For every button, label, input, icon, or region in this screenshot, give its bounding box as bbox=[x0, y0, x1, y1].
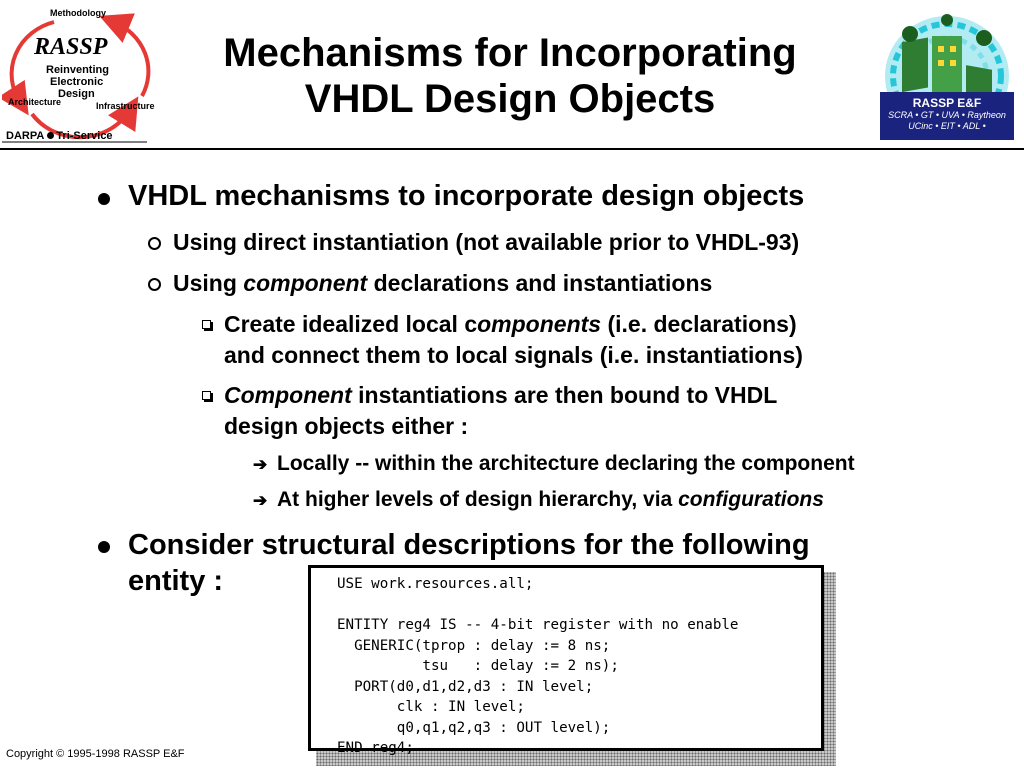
logo-line-design: Design bbox=[58, 88, 95, 100]
bullet-1: VHDL mechanisms to incorporate design objects bbox=[128, 180, 805, 212]
title-line-1: Mechanisms for Incorporating bbox=[223, 31, 797, 75]
globe-icon bbox=[880, 6, 1014, 96]
vhdl-code: USE work.resources.all; ENTITY reg4 IS -- 4-bit register with no enable GENERIC(tprop : delay := 8 ns; tsu : delay := 2 ns); PORT(d0,d1,d2,d3 : IN level; clk : IN level; q0,q1,q2,q3 : OUT level); END reg4; bbox=[337, 576, 739, 756]
bullet-1-1: Using direct instantiation (not available prior to VHDL-93) bbox=[173, 229, 800, 255]
bullet-1-2-2-post: instantiations are then bound to VHDL bbox=[351, 382, 778, 408]
bullet-1-2-emphasis: component bbox=[243, 270, 368, 296]
logo-rassp-wordmark: RASSP bbox=[34, 34, 108, 60]
bullet-square-icon bbox=[202, 391, 211, 400]
rassp-logo bbox=[2, 4, 162, 148]
bullet-1-2-2-2 bbox=[277, 488, 824, 512]
bullet-1-2-1-pre: Create idealized local c bbox=[224, 311, 478, 337]
bullet-ring-icon bbox=[148, 237, 161, 250]
bullet-1-2-1-line-2: and connect them to local signals (i.e. instantiations) bbox=[224, 342, 803, 368]
rassp-ef-members-2: UCinc • EIT • ADL • bbox=[908, 121, 986, 131]
bullet-ring-icon bbox=[148, 278, 161, 291]
bullet-1-2-1-post: (i.e. declarations) bbox=[601, 311, 797, 337]
logo-tri-service-label: Tri-Service bbox=[56, 130, 113, 142]
slide-title bbox=[180, 30, 840, 122]
rassp-ef-members-1: SCRA • GT • UVA • Raytheon bbox=[888, 110, 1006, 120]
header-divider bbox=[0, 148, 1024, 150]
bullet-dot-icon bbox=[47, 132, 54, 139]
arrow-right-icon: ➔ bbox=[253, 491, 268, 510]
bullet-1-2-pre: Using bbox=[173, 270, 244, 296]
logo-line-electronic: Electronic bbox=[50, 76, 104, 88]
bullet-1-2-2-1: Locally -- within the architecture declaring the component bbox=[277, 452, 855, 475]
bullet-1-2-1-line-1 bbox=[224, 311, 797, 338]
logo-methodology-label: Methodology bbox=[50, 8, 106, 18]
bullet-dot-icon bbox=[98, 193, 110, 205]
bullet-1-2-2-2-pre: At higher levels of design hierarchy, via bbox=[277, 488, 679, 511]
bullet-1-2-2-line-2: design objects either : bbox=[224, 413, 469, 439]
bullet-1-2-1-emphasis: omponents bbox=[477, 311, 602, 337]
bullet-square-icon bbox=[202, 320, 211, 329]
bullet-1-2-2-emphasis: Component bbox=[224, 382, 352, 408]
bullet-1-2-post: declarations and instantiations bbox=[367, 270, 713, 296]
logo-sponsors bbox=[6, 130, 113, 142]
bullet-1-2-2-line-1 bbox=[224, 382, 777, 409]
arrow-right-icon: ➔ bbox=[253, 455, 268, 474]
bullet-dot-icon bbox=[98, 541, 110, 553]
logo-line-reinventing: Reinventing bbox=[46, 64, 109, 76]
logo-infrastructure-label: Infrastructure bbox=[96, 101, 155, 111]
bullet-1-2 bbox=[173, 270, 712, 297]
code-box bbox=[308, 565, 824, 756]
logo-architecture-label: Architecture bbox=[8, 97, 62, 107]
bullet-2-line-2: entity : bbox=[128, 565, 224, 597]
rassp-ef-panel bbox=[880, 92, 1014, 140]
copyright-footer: Copyright © 1995-1998 RASSP E&F bbox=[6, 748, 185, 760]
title-line-2: VHDL Design Objects bbox=[304, 77, 716, 121]
bullet-2-line-1: Consider structural descriptions for the following bbox=[128, 529, 810, 561]
bullet-1-2-2-2-emphasis: configurations bbox=[678, 488, 824, 511]
rassp-ef-title: RASSP E&F bbox=[912, 96, 982, 110]
logo-darpa-label: DARPA bbox=[6, 130, 45, 142]
